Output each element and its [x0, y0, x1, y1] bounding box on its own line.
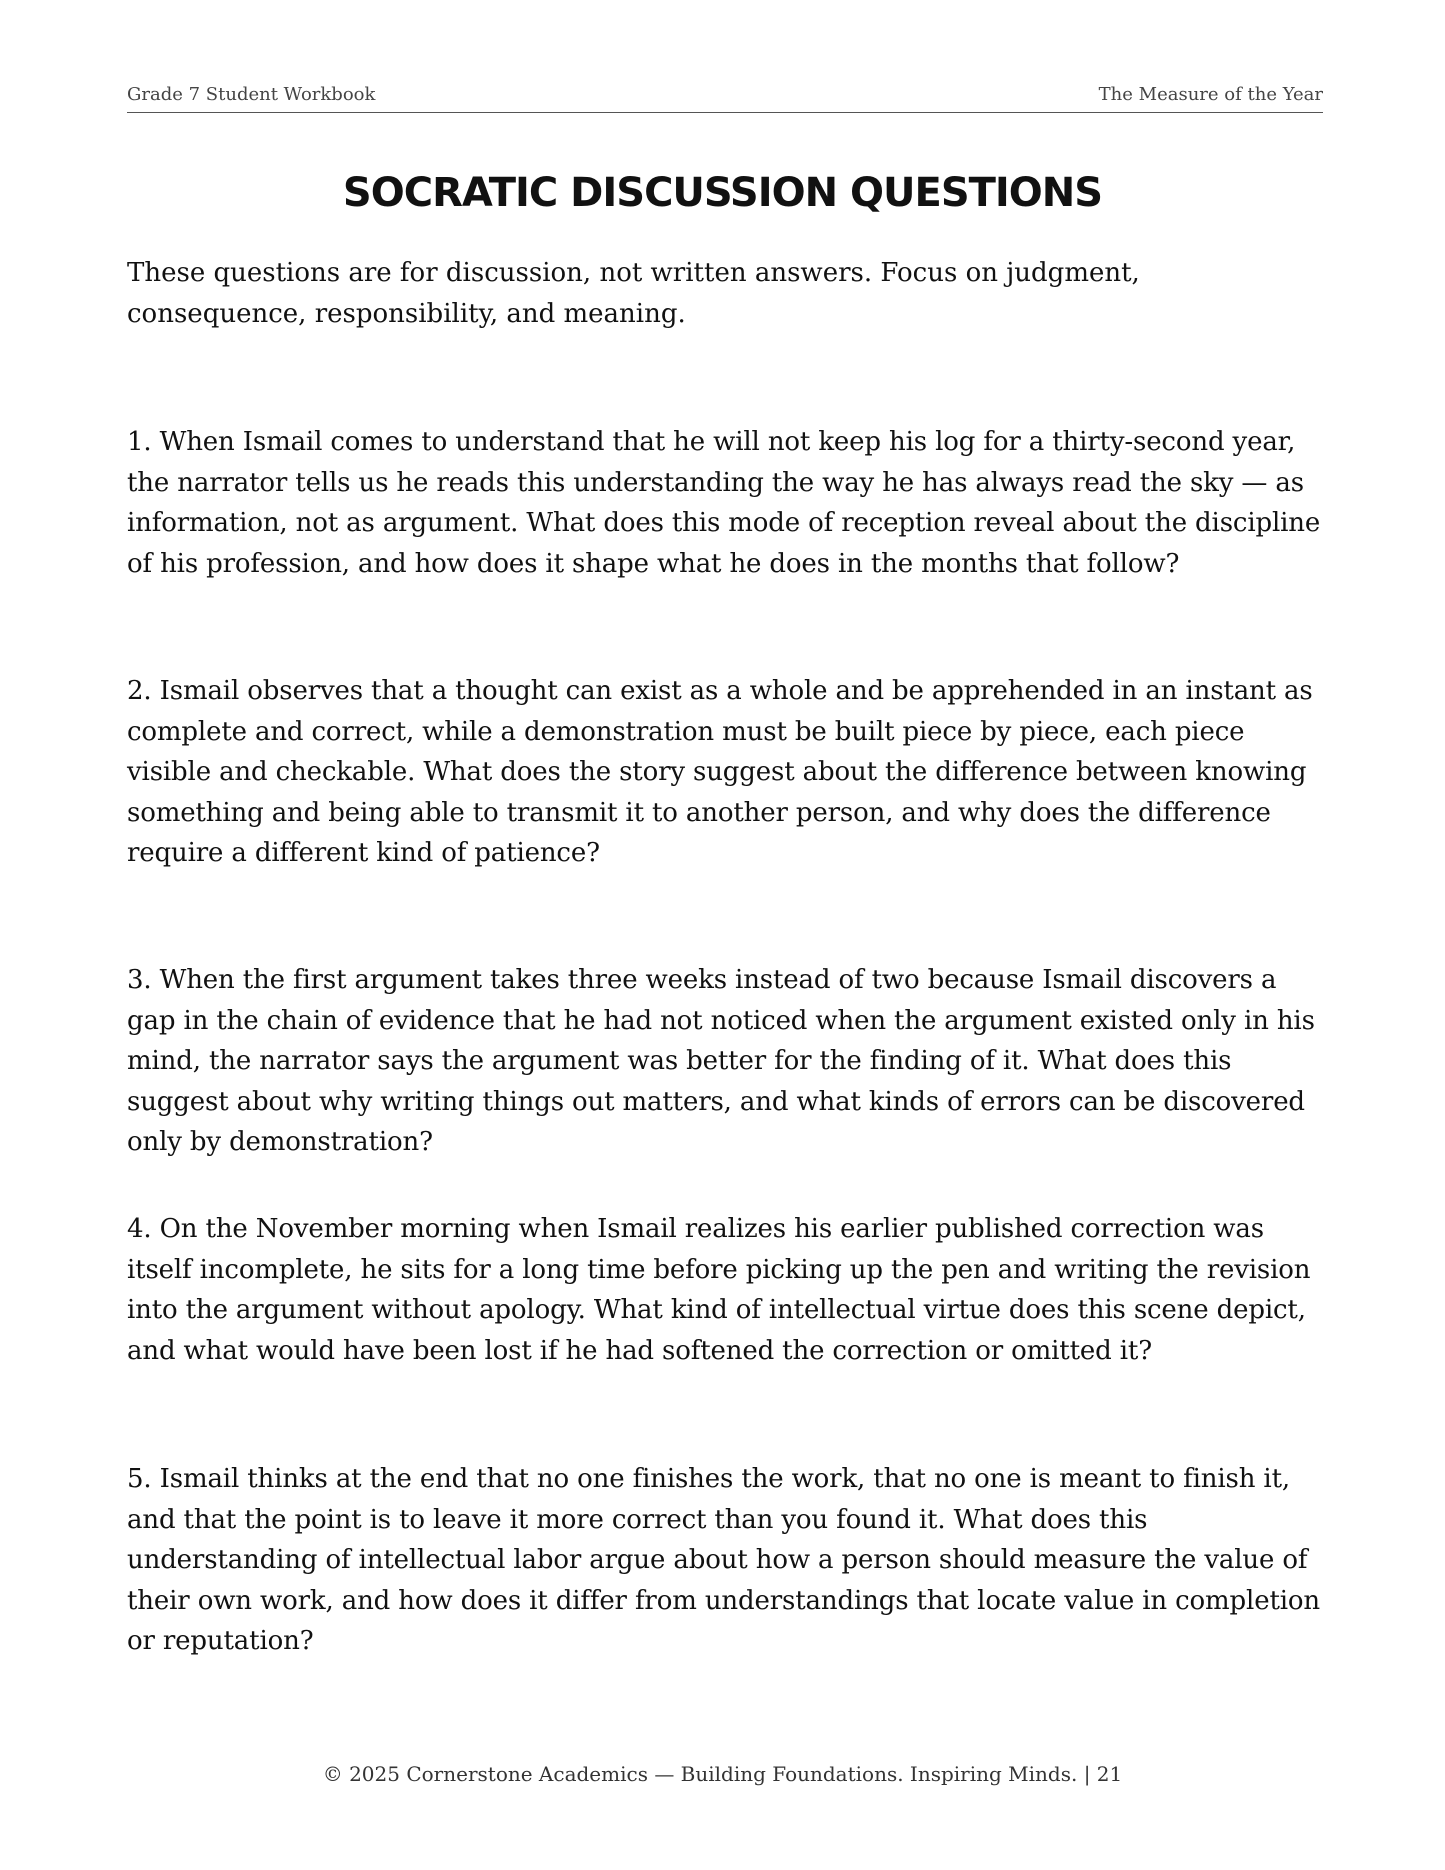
- question-number: 1.: [127, 427, 152, 457]
- question-number: 3.: [127, 965, 152, 995]
- question-5: [127, 1459, 1327, 1662]
- header-book-title: Grade 7 Student Workbook: [127, 84, 376, 105]
- question-3: [127, 960, 1327, 1163]
- question-2: [127, 671, 1327, 874]
- question-4: [127, 1209, 1327, 1371]
- page-header: [127, 82, 1323, 113]
- intro-paragraph: These questions are for discussion, not written answers. Focus on judgment, consequence, responsibility, and meaning.: [127, 258, 1140, 329]
- page-footer: © 2025 Cornerstone Academics — Building Foundations. Inspiring Minds. | 21: [322, 1762, 1123, 1786]
- question-number: 5.: [127, 1464, 152, 1494]
- question-text: When Ismail comes to understand that he will not keep his log for a thirty-second year, the narrator tells us he reads this understanding the way he has always read the sky — as information, not as argument. What does this mode of reception reveal about the discipline of his profession, and how does it shape what he does in the months that follow?: [127, 427, 1321, 579]
- question-text: Ismail thinks at the end that no one finishes the work, that no one is meant to finish it, and that the point is to leave it more correct than you found it. What does this understanding of intellectual labor argue about how a person should measure the value of their own work, and how does it differ from understandings that locate value in completion or reputation?: [127, 1464, 1321, 1656]
- question-number: 4.: [127, 1214, 152, 1244]
- question-number: 2.: [127, 676, 152, 706]
- page-title: SOCRATIC DISCUSSION QUESTIONS: [342, 170, 1103, 216]
- question-text: On the November morning when Ismail realizes his earlier published correction was itself incomplete, he sits for a long time before picking up the pen and writing the revision into the argument without apology. What kind of intellectual virtue does this scene depict, and what would have been lost if he had softened the correction or omitted it?: [127, 1214, 1311, 1366]
- header-story-title: The Measure of the Year: [1098, 84, 1323, 105]
- question-1: [127, 422, 1327, 584]
- question-text: When the first argument takes three weeks instead of two because Ismail discovers a gap in the chain of evidence that he had not noticed when the argument existed only in his mind, the narrator says the argument was better for the finding of it. What does this suggest about why writing things out matters, and what kinds of errors can be discovered only by demonstration?: [127, 965, 1315, 1157]
- question-text: Ismail observes that a thought can exist as a whole and be apprehended in an instant as complete and correct, while a demonstration must be built piece by piece, each piece visible and checkable. What does the story suggest about the difference between knowing something and being able to transmit it to another person, and why does the difference require a different kind of patience?: [127, 676, 1313, 868]
